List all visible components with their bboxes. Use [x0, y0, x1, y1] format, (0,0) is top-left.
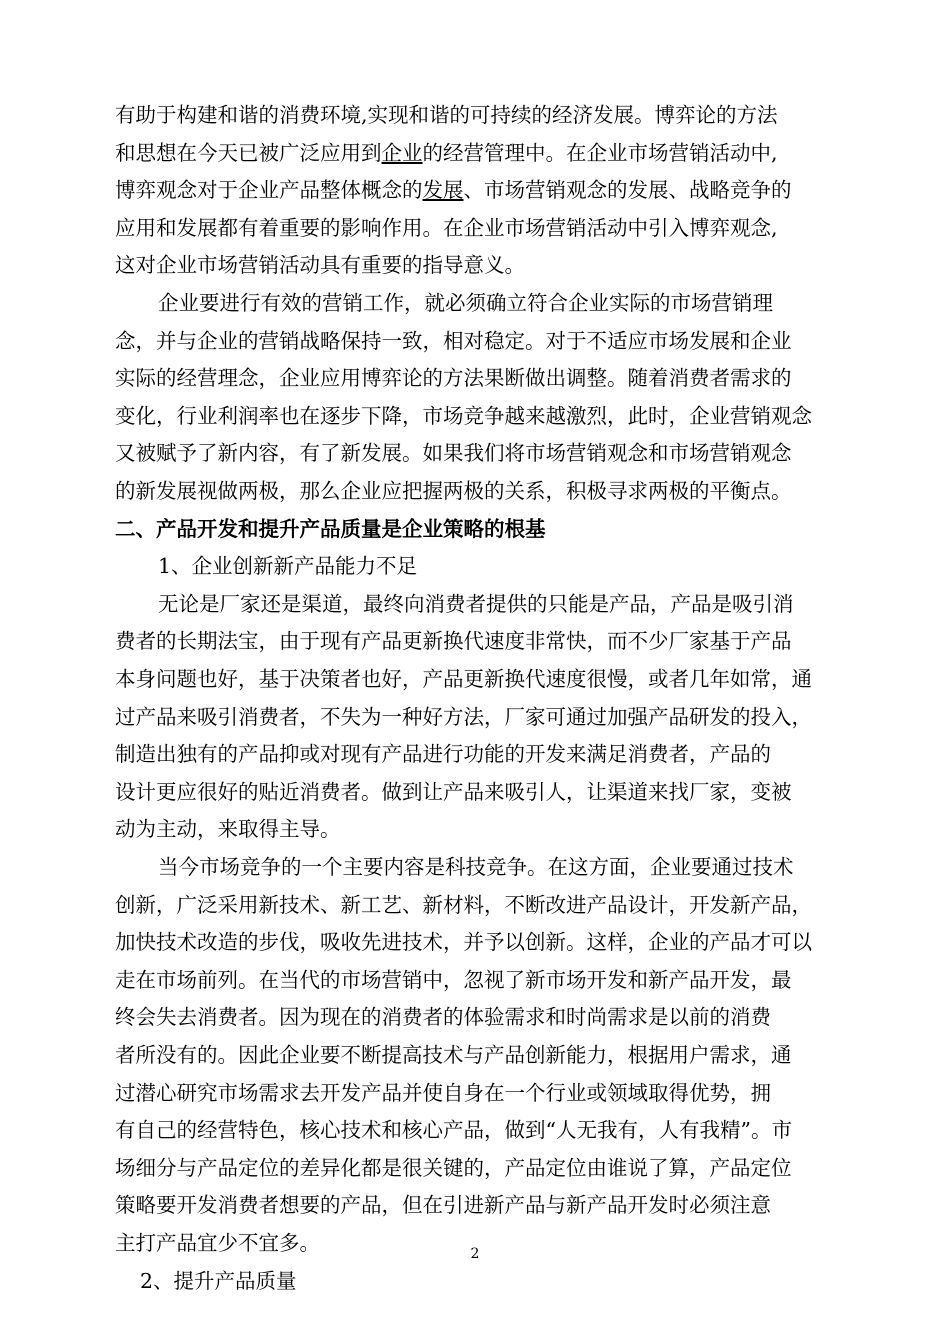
text-line: 应用和发展都有着重要的影响作用。在企业市场营销活动中引入博弈观念,: [115, 215, 778, 240]
text-line: 走在市场前列。在当代的市场营销中，忽视了新市场开发和新产品开发，最: [115, 967, 792, 992]
text-line: 和思想在今天已被广泛应用到企业的经营管理中。在企业市场营销活动中,: [115, 140, 778, 165]
text-line: 本身问题也好，基于决策者也好，产品更新换代速度很慢，或者几年如常，通: [115, 667, 812, 691]
page-number: 2: [470, 1246, 480, 1262]
text-line: 有自己的经营特色，核心技术和核心产品，做到“人无我有，人有我精”。市: [115, 1118, 792, 1143]
text-line: 无论是厂家还是渠道，最终向消费者提供的只能是产品，产品是吸引消: [158, 591, 794, 616]
text-line: 过产品来吸引消费者，不失为一种好方法，厂家可通过加强产品研发的投入，: [115, 704, 812, 729]
text-line: 者所没有的。因此企业要不断提高技术与产品创新能力，根据用户需求，通: [115, 1043, 792, 1067]
text-line: 有助于构建和谐的消费环境,实现和谐的可持续的经济发展。博弈论的方法: [115, 103, 778, 127]
section-heading: 二、产品开发和提升产品质量是企业策略的根基: [115, 516, 546, 541]
text-line: 设计更应很好的贴近消费者。做到让产品来吸引人，让渠道来找厂家，变被: [115, 779, 792, 804]
text-line: 动为主动，来取得主导。: [115, 817, 341, 842]
text-line: 的新发展视做两极，那么企业应把握两极的关系，积极寻求两极的平衡点。: [115, 479, 792, 503]
text-line: 加快技术改造的步伐，吸收先进技术，并予以创新。这样，企业的产品才可以: [115, 930, 812, 955]
text-line: 企业要进行有效的营销工作，就必须确立符合企业实际的市场营销理: [158, 291, 773, 315]
underlined-link[interactable]: 企业: [381, 140, 423, 165]
text-line: 又被赋予了新内容，有了新发展。如果我们将市场营销观念和市场营销观念: [115, 441, 792, 466]
text-line: 终会失去消费者。因为现在的消费者的体验需求和时尚需求是以前的消费: [115, 1005, 771, 1030]
text-line: 主打产品宜少不宜多。: [115, 1231, 320, 1255]
text-line: 实际的经营理念，企业应用博弈论的方法果断做出调整。随着消费者需求的: [115, 366, 792, 391]
subsection-heading: 1、企业创新新产品能力不足: [158, 554, 418, 579]
text-line: 费者的长期法宝，由于现有产品更新换代速度非常快，而不少厂家基于产品: [115, 629, 792, 654]
text-line: 这对企业市场营销活动具有重要的指导意义。: [115, 253, 525, 278]
text-line: 博弈观念对于企业产品整体概念的发展、市场营销观念的发展、战略竞争的: [115, 178, 792, 203]
text-line: 制造出独有的产品抑或对现有产品进行功能的开发来满足消费者，产品的: [115, 742, 771, 767]
text-line: 场细分与产品定位的差异化都是很关键的，产品定位由谁说了算，产品定位: [115, 1155, 792, 1180]
text-line: 当今市场竞争的一个主要内容是科技竞争。在这方面，企业要通过技术: [158, 855, 794, 879]
subsection-heading: 2、提升产品质量: [140, 1268, 297, 1293]
text-line: 变化，行业利润率也在逐步下降，市场竞争越来越激烈，此时，企业营销观念: [115, 403, 812, 428]
text-line: 过潜心研究市场需求去开发产品并使自身在一个行业或领域取得优势，拥: [115, 1080, 771, 1105]
text-line: 创新，广泛采用新技术、新工艺、新材料，不断改进产品设计，开发新产品，: [115, 892, 812, 917]
text-line: 策略要开发消费者想要的产品，但在引进新产品与新产品开发时必须注意: [115, 1193, 771, 1218]
underlined-link[interactable]: 发展: [422, 178, 464, 203]
text-line: 念，并与企业的营销战略保持一致，相对稳定。对于不适应市场发展和企业: [115, 328, 792, 353]
